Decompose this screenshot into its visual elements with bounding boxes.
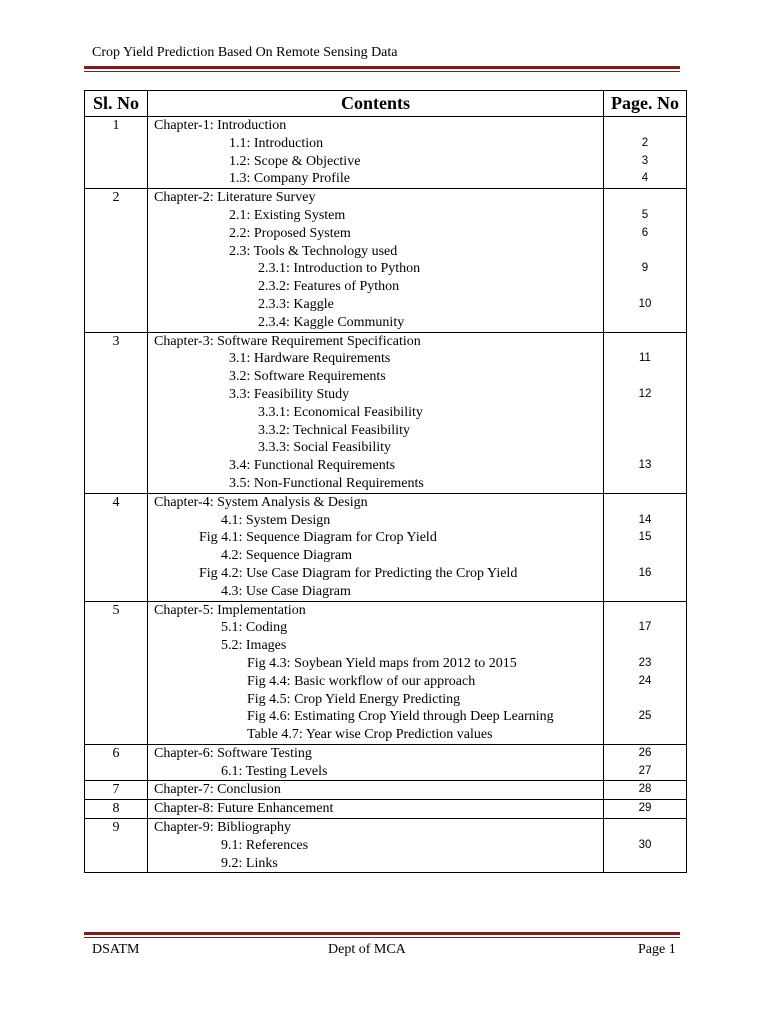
contents-cell — [148, 332, 604, 493]
page-number-cell — [604, 493, 687, 601]
page-number-cell — [604, 744, 687, 781]
contents-cell — [148, 117, 604, 189]
chapter-title: Chapter-1: Introduction — [154, 118, 287, 133]
page-number — [604, 637, 686, 655]
page-number: 24 — [638, 674, 652, 687]
contents-cell — [148, 800, 604, 819]
page-number — [604, 368, 686, 386]
section-entry: 9.1: References — [221, 837, 309, 853]
section-entry: 2.2: Proposed System — [229, 225, 351, 241]
section-entry: 2.3.1: Introduction to Python — [258, 261, 421, 277]
section-entry: 5.1: Coding — [221, 620, 288, 636]
table-row — [85, 744, 687, 781]
page-number — [604, 494, 686, 512]
contents-cell — [148, 781, 604, 800]
chapter-title: Chapter-4: System Analysis & Design — [154, 494, 368, 510]
section-entry: 3.5: Non-Functional Requirements — [229, 475, 424, 491]
running-header-title: Crop Yield Prediction Based On Remote Sensing Data — [92, 45, 398, 60]
sl-no-cell: 6 — [85, 744, 148, 781]
section-entry: Fig 4.3: Soybean Yield maps from 2012 to 2015 — [247, 655, 517, 671]
table-row — [85, 493, 687, 601]
table-row — [85, 189, 687, 332]
sl-no-cell: 5 — [85, 601, 148, 744]
page-number-cell — [604, 189, 687, 332]
page-number: 16 — [638, 566, 652, 579]
section-entry: 3.4: Functional Requirements — [229, 458, 396, 474]
section-entry: Fig 4.5: Crop Yield Energy Predicting — [247, 691, 461, 707]
page-number-cell — [604, 601, 687, 744]
page-number — [604, 726, 686, 744]
page-number — [604, 547, 686, 565]
page-number: 13 — [638, 459, 652, 472]
page-number-cell — [604, 800, 687, 819]
page-number: 10 — [638, 297, 652, 310]
page-number: 4 — [641, 172, 649, 185]
page-number — [604, 602, 686, 620]
chapter-title: Chapter-7: Conclusion — [154, 782, 281, 798]
page-number — [604, 439, 686, 457]
section-entry: 1.3: Company Profile — [229, 171, 350, 187]
page-number — [604, 189, 686, 207]
page-number: 28 — [638, 783, 652, 796]
page-number — [604, 691, 686, 709]
section-entry: Table 4.7: Year wise Crop Prediction values — [247, 727, 493, 743]
section-entry: 2.1: Existing System — [229, 207, 346, 223]
footer-rule-thin — [84, 937, 680, 938]
page-number: 29 — [638, 802, 652, 815]
footer-department: Dept of MCA — [328, 942, 406, 957]
chapter-title: Chapter-9: Bibliography — [154, 820, 291, 836]
sl-no-cell: 9 — [85, 819, 148, 873]
column-header-page-no: Page. No — [604, 91, 687, 117]
page-number — [604, 117, 686, 135]
page-number-cell — [604, 332, 687, 493]
section-entry: 3.2: Software Requirements — [229, 369, 386, 385]
page-number: 25 — [638, 710, 652, 723]
contents-table-body — [85, 117, 687, 873]
page-number-cell — [604, 781, 687, 800]
section-entry: 3.1: Hardware Requirements — [229, 351, 391, 367]
chapter-title: Chapter-6: Software Testing — [154, 745, 312, 761]
section-entry: Fig 4.1: Sequence Diagram for Crop Yield — [199, 530, 437, 546]
page-number: 12 — [638, 387, 652, 400]
section-entry: 3.3.2: Technical Feasibility — [258, 422, 410, 438]
section-entry: 4.2: Sequence Diagram — [221, 548, 353, 564]
page-number: 23 — [638, 656, 652, 669]
page-number-cell — [604, 819, 687, 873]
section-entry: 3.3.1: Economical Feasibility — [258, 404, 423, 420]
footer-rule — [84, 932, 680, 935]
page-number: 3 — [641, 154, 649, 167]
page-number: 6 — [641, 226, 649, 239]
page-number: 15 — [638, 531, 652, 544]
page-number: 2 — [641, 136, 649, 149]
column-header-sl-no: Sl. No — [85, 91, 148, 117]
header-rule-thin — [84, 71, 680, 72]
contents-cell — [148, 493, 604, 601]
section-entry: 1.2: Scope & Objective — [229, 153, 361, 169]
footer-page-number: Page 1 — [638, 942, 676, 957]
page-number — [604, 819, 686, 837]
section-entry: 2.3: Tools & Technology used — [229, 243, 398, 259]
page-number: 27 — [638, 764, 652, 777]
table-header-row — [85, 91, 687, 117]
table-row — [85, 332, 687, 493]
chapter-title: Chapter-2: Literature Survey — [154, 190, 316, 206]
section-entry: 9.2: Links — [221, 855, 278, 871]
section-entry: 6.1: Testing Levels — [221, 763, 328, 779]
section-entry: Fig 4.6: Estimating Crop Yield through Deep Learning — [247, 709, 554, 725]
section-entry: 4.3: Use Case Diagram — [221, 583, 351, 599]
contents-cell — [148, 744, 604, 781]
page-number: 11 — [639, 352, 651, 365]
section-entry: 2.3.3: Kaggle — [258, 296, 334, 312]
page-number: 17 — [638, 621, 652, 634]
sl-no-cell: 8 — [85, 800, 148, 819]
table-row — [85, 117, 687, 189]
page-number — [604, 855, 686, 873]
section-entry: 3.3: Feasibility Study — [229, 386, 350, 402]
section-entry: 1.1: Introduction — [229, 135, 324, 151]
contents-cell — [148, 189, 604, 332]
sl-no-cell: 1 — [85, 117, 148, 189]
header-rule — [84, 66, 680, 69]
page-number — [604, 314, 686, 332]
column-header-contents: Contents — [148, 91, 604, 117]
section-entry: 4.1: System Design — [221, 512, 331, 528]
contents-table — [84, 90, 687, 873]
page-number — [604, 583, 686, 601]
page-number — [604, 475, 686, 493]
chapter-title: Chapter-3: Software Requirement Specification — [154, 333, 421, 349]
page-number: 5 — [641, 208, 649, 221]
page-number — [604, 243, 686, 261]
section-entry: Fig 4.2: Use Case Diagram for Predicting the Crop Yield — [199, 565, 518, 581]
sl-no-cell: 4 — [85, 493, 148, 601]
section-entry: 2.3.2: Features of Python — [258, 279, 400, 295]
page-number — [604, 404, 686, 422]
sl-no-cell: 7 — [85, 781, 148, 800]
table-row — [85, 781, 687, 800]
page-number: 14 — [638, 513, 652, 526]
sl-no-cell: 3 — [85, 332, 148, 493]
footer-institution: DSATM — [92, 942, 140, 957]
table-row — [85, 601, 687, 744]
chapter-title: Chapter-5: Implementation — [154, 602, 306, 618]
chapter-title: Chapter-8: Future Enhancement — [154, 801, 334, 817]
section-entry: 5.2: Images — [221, 638, 287, 654]
contents-cell — [148, 601, 604, 744]
section-entry: 3.3.3: Social Feasibility — [258, 440, 391, 456]
page-number: 30 — [638, 838, 652, 851]
contents-cell — [148, 819, 604, 873]
table-row — [85, 819, 687, 873]
page-number: 9 — [641, 262, 649, 275]
page-number-cell — [604, 117, 687, 189]
page-number — [604, 422, 686, 440]
page-number — [604, 278, 686, 296]
page-number: 26 — [638, 746, 652, 759]
section-entry: 2.3.4: Kaggle Community — [258, 314, 405, 330]
table-row — [85, 800, 687, 819]
page-number — [604, 333, 686, 351]
sl-no-cell: 2 — [85, 189, 148, 332]
section-entry: Fig 4.4: Basic workflow of our approach — [247, 673, 476, 689]
